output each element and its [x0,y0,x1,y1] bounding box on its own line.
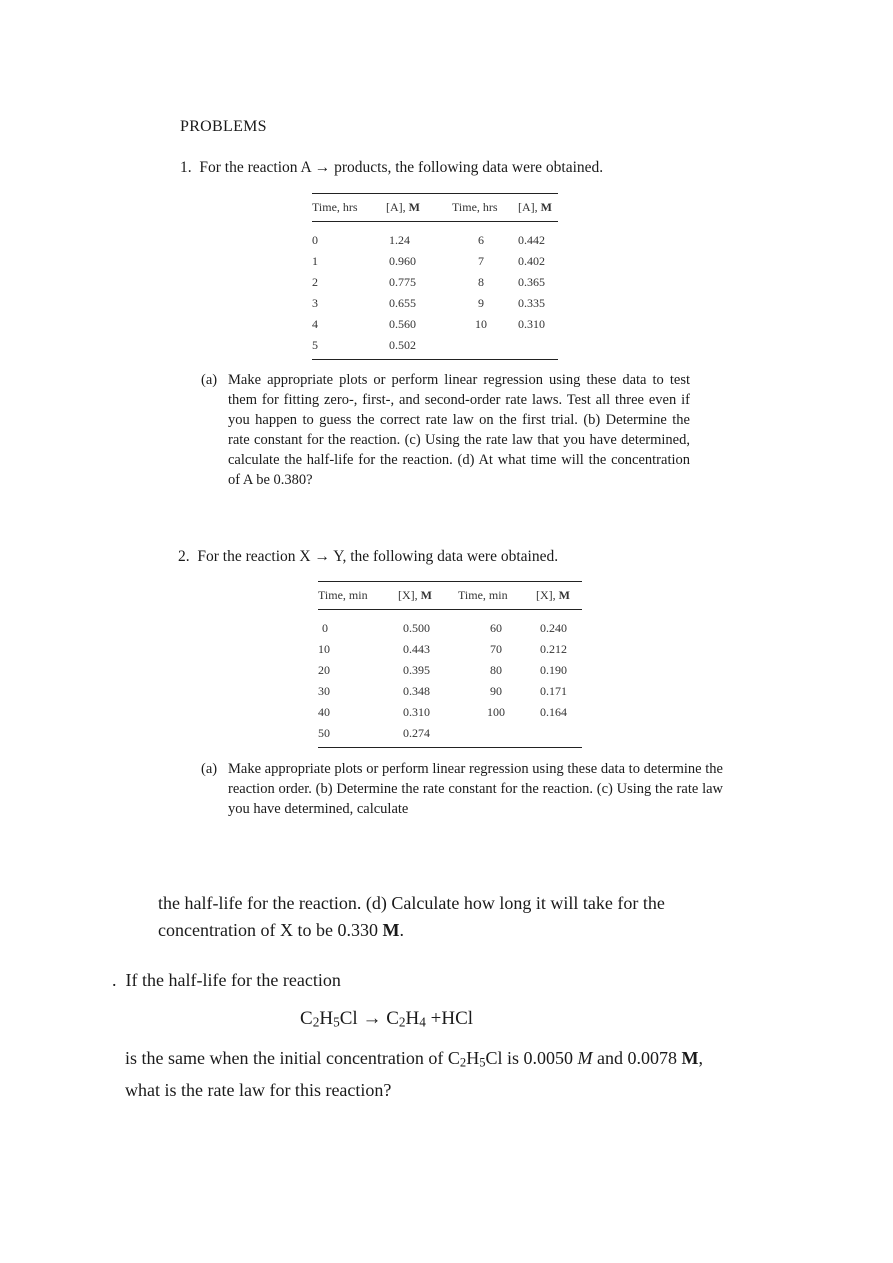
problem-1-parts-text: Make appropriate plots or perform linear regression using these data to test them for fitting zero-, first-, and second-order rate laws. Test all three even if you happen to guess the correct rate law on the first trial. (b) Determine the rate constant for the reaction. (c) Using the rate law that you have determined, calculate the half-life for the reaction. (d) At what time will the concentration of A be 0.380? [228,372,690,488]
problem-2-intro [178,548,558,566]
table-cell: 10 [475,317,487,331]
reaction-arrow: → [362,1008,382,1029]
table-cell: 0.443 [403,642,430,656]
table-cell: 40 [318,705,330,719]
column-header: [X], M [398,582,456,610]
problem-2-continuation: the half-life for the reaction. (d) Calculate how long it will take for the concentration of X to be 0.330 M. [158,893,665,940]
table-cell: 0.240 [540,621,567,635]
table-cell: 9 [478,296,484,310]
table-cell: 7 [478,254,484,268]
table-row [312,293,558,314]
table-cell: 1.24 [389,233,410,247]
table-cell: 1 [312,254,318,268]
table-cell: 0.310 [403,705,430,719]
table-cell: 30 [318,684,330,698]
table-row [318,610,582,640]
table-cell: 0.502 [386,335,444,360]
table-cell: 0 [312,233,318,247]
problem-3-number: . [112,970,117,990]
table-cell: 20 [318,663,330,677]
table-row [318,702,582,723]
table-cell: 90 [490,684,502,698]
table-cell: 0.775 [389,275,416,289]
table-cell: 60 [490,621,502,635]
table-cell: 50 [318,723,398,748]
table-cell: 0 [322,621,328,635]
problem-1-data-table [312,193,558,360]
table-cell: 3 [312,296,318,310]
part-label: (a) [201,761,218,777]
chemical-equation: $C_2H_5Cl \to C_2H_4 +HCl$ [300,1008,474,1030]
table-cell: 2 [312,275,318,289]
problem-2-parts-text: Make appropriate plots or perform linear regression using these data to determine the reaction order. (b) Determine the rate constant for the reaction. (c) Using the rate law you have determined, calculate [228,761,723,817]
table-cell: 0.164 [540,705,567,719]
table-cell: 0.395 [403,663,430,677]
table-header-row [318,582,582,610]
table-cell: 0.500 [403,621,430,635]
table-cell: 8 [478,275,484,289]
table-cell: 0.171 [540,684,567,698]
column-header: Time, hrs [312,194,386,222]
table-cell: 0.348 [403,684,430,698]
table-cell [518,335,558,360]
table-cell: 0.402 [518,254,545,268]
table-cell: 5 [312,335,386,360]
table-row [318,681,582,702]
table-cell: 0.960 [389,254,416,268]
table-row [318,660,582,681]
table-row [312,251,558,272]
problem-2-parts [201,759,723,819]
table-cell: 6 [478,233,484,247]
problem-2-intro-text: For the reaction X → Y, the following data were obtained. [197,548,559,565]
problem-1-intro-text: For the reaction A → products, the following data were obtained. [199,159,604,176]
problem-1-intro [180,159,603,177]
column-header: [X], M [536,582,582,610]
table-header-row [312,194,558,222]
table-cell: 10 [318,642,330,656]
table-row [318,723,582,748]
table-cell: 0.310 [518,317,545,331]
problem-3-intro-text: If the half-life for the reaction [125,970,341,990]
table-cell: 0.190 [540,663,567,677]
column-header: [A], M [386,194,444,222]
problem-2-data-table [318,581,582,748]
table-cell: 0.560 [389,317,416,331]
table-cell: 100 [487,705,505,719]
table-row [312,272,558,293]
problem-1-number: 1. [180,159,192,176]
problem-3-question: is the same when the initial concentration of $C_2H_5Cl$ is 0.0050 M and 0.0078 M, what is the rate law for this reaction? [125,1048,704,1100]
table-row [318,639,582,660]
part-label: (a) [201,372,218,388]
table-cell: 0.212 [540,642,567,656]
table-cell: 4 [312,317,318,331]
problem-3-intro [112,967,341,994]
column-header: [A], M [518,194,558,222]
table-cell [536,723,582,748]
table-cell: 0.365 [518,275,545,289]
table-cell [456,723,536,748]
table-cell [444,335,518,360]
table-row [312,222,558,252]
column-header: Time, hrs [444,194,518,222]
table-row [312,335,558,360]
table-cell: 0.442 [518,233,545,247]
table-cell: 70 [490,642,502,656]
problem-2-number: 2. [178,548,190,565]
table-row [312,314,558,335]
table-cell: 0.274 [398,723,456,748]
section-heading: PROBLEMS [180,118,267,135]
table-cell: 80 [490,663,502,677]
problem-1-parts [201,370,690,490]
table-cell: 0.655 [389,296,416,310]
column-header: Time, min [318,582,398,610]
table-cell: 0.335 [518,296,545,310]
column-header: Time, min [456,582,536,610]
